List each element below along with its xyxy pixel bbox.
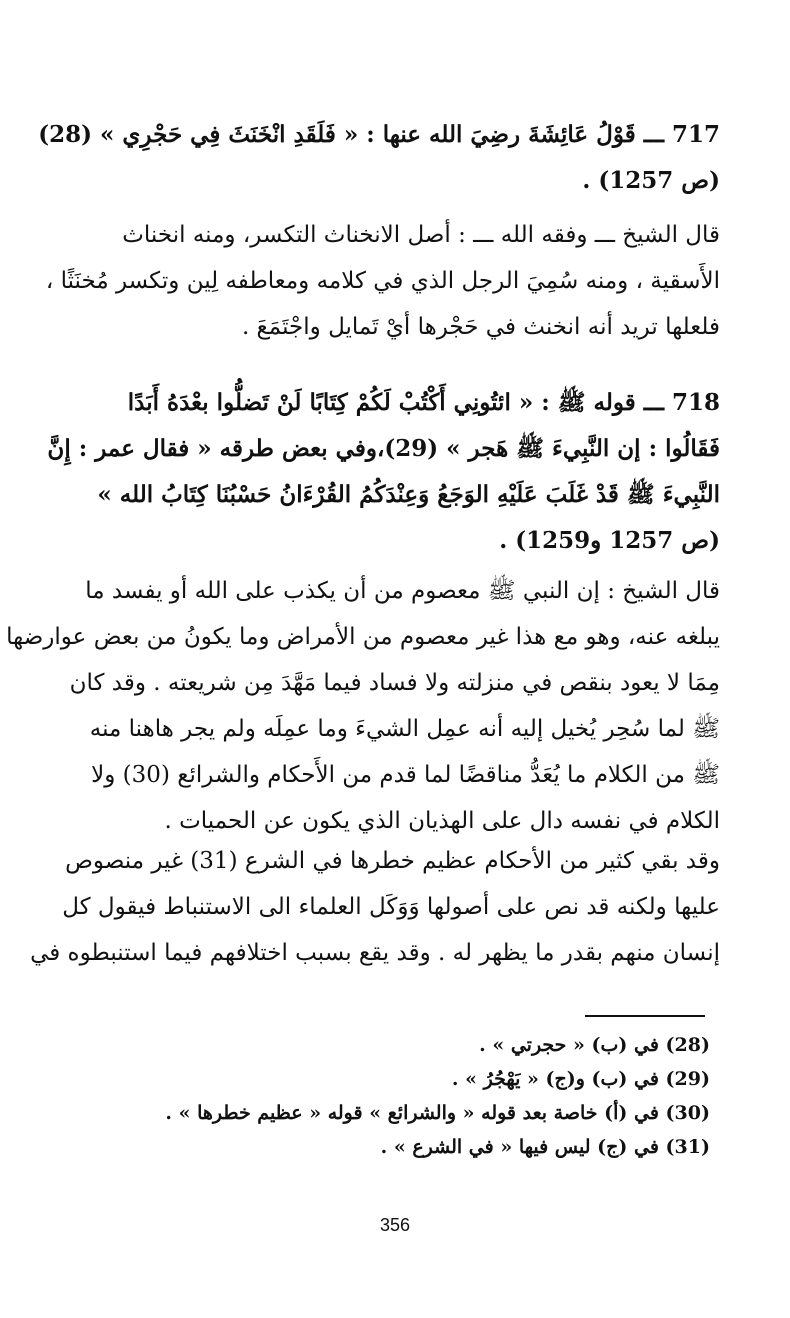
commentary-line: إنسان منهم بقدر ما يظهر له . وقد يقع بسبب اختلافهم فيما استنبطوه في <box>30 940 720 966</box>
commentary-717 <box>40 212 720 350</box>
entry-718-line: (ص 1257 و1259) . <box>499 527 720 554</box>
entry-718-line: 718 ـــ قوله ﷺ : « ائتُونِي أَكْتُبْ لَكُمْ كِتَابًا لَنْ تَضلُّوا بعْدَهُ أَبَدًا <box>127 389 720 416</box>
commentary-line: فلعلها تريد أنه انخنث في حَجْرها أيْ تَمايل واجْتَمَعَ . <box>241 314 720 340</box>
footnotes <box>110 1028 710 1164</box>
commentary-line: قال الشيخ ـــ وفقه الله ـــ : أصل الانخناث التكسر، ومنه انخناث <box>122 222 720 248</box>
commentary-line: عليها ولكنه قد نص على أصولها وَوَكَل العلماء الى الاستنباط فيقول كل <box>62 894 720 920</box>
commentary-line: وقد بقي كثير من الأحكام عظيم خطرها في الشرع (31) غير منصوص <box>65 848 720 874</box>
entry-718-line: النَّبِيءَ ﷺ قَدْ غَلَبَ عَلَيْهِ الوَجَعُ وَعِنْدَكُمُ القُرْءَانُ حَسْبُنَا كِتَابُ الله » <box>97 481 720 508</box>
commentary-line: يبلغه عنه، وهو مع هذا غير معصوم من الأمراض وما يكونُ من بعض عوارضها <box>6 624 720 650</box>
commentary-line: الأَسقية ، ومنه سُمِيَ الرجل الذي في كلامه ومعاطفه لِين وتكسر مُخنَثًا ، <box>45 268 720 294</box>
commentary-718 <box>6 568 720 844</box>
footnote-28: (28) في (ب) « حجرتي » . <box>479 1034 710 1056</box>
commentary-rules <box>30 838 720 976</box>
commentary-line: قال الشيخ : إن النبي ﷺ معصوم من أن يكذب على الله أو يفسد ما <box>85 578 720 604</box>
footnote-31: (31) في (ج) ليس فيها « في الشرع » . <box>380 1136 710 1158</box>
entry-718 <box>40 380 720 564</box>
entry-717-line: (ص 1257) . <box>582 167 720 194</box>
page-number: 356 <box>379 1215 411 1235</box>
entry-718-line: فَقَالُوا : إن النَّبِيءَ ﷺ هَجر » (29)،وفي بعض طرقه « فقال عمر : إِنَّ <box>47 435 720 462</box>
commentary-line: الكلام في نفسه دال على الهذيان الذي يكون عن الحميات . <box>164 808 720 834</box>
footnote-divider <box>585 1015 705 1017</box>
footnote-30: (30) في (أ) خاصة بعد قوله « والشرائع » قوله « عظيم خطرها » . <box>165 1102 710 1124</box>
footnote-29: (29) في (ب) و(ج) « يَهْجُرُ » . <box>451 1068 710 1090</box>
commentary-line: مِمَا لا يعود بنقص في منزلته ولا فساد فيما مَهَّدَ مِن شريعته . وقد كان <box>69 670 720 696</box>
entry-717-line: 717 ـــ قَوْلُ عَائِشَةَ رضِيَ الله عنها : « فَلَقَدِ انْخَنَثَ فِي حَجْرِي » (28) <box>38 121 720 148</box>
entry-717 <box>40 112 720 204</box>
commentary-line: ﷺ لما سُحِر يُخيل إليه أنه عمِل الشيءَ وما عمِلَه ولم يجر هاهنا منه <box>89 716 720 742</box>
commentary-line: ﷺ من الكلام ما يُعَدُّ مناقضًا لما قدم من الأَحكام والشرائع (30) ولا <box>91 762 720 788</box>
